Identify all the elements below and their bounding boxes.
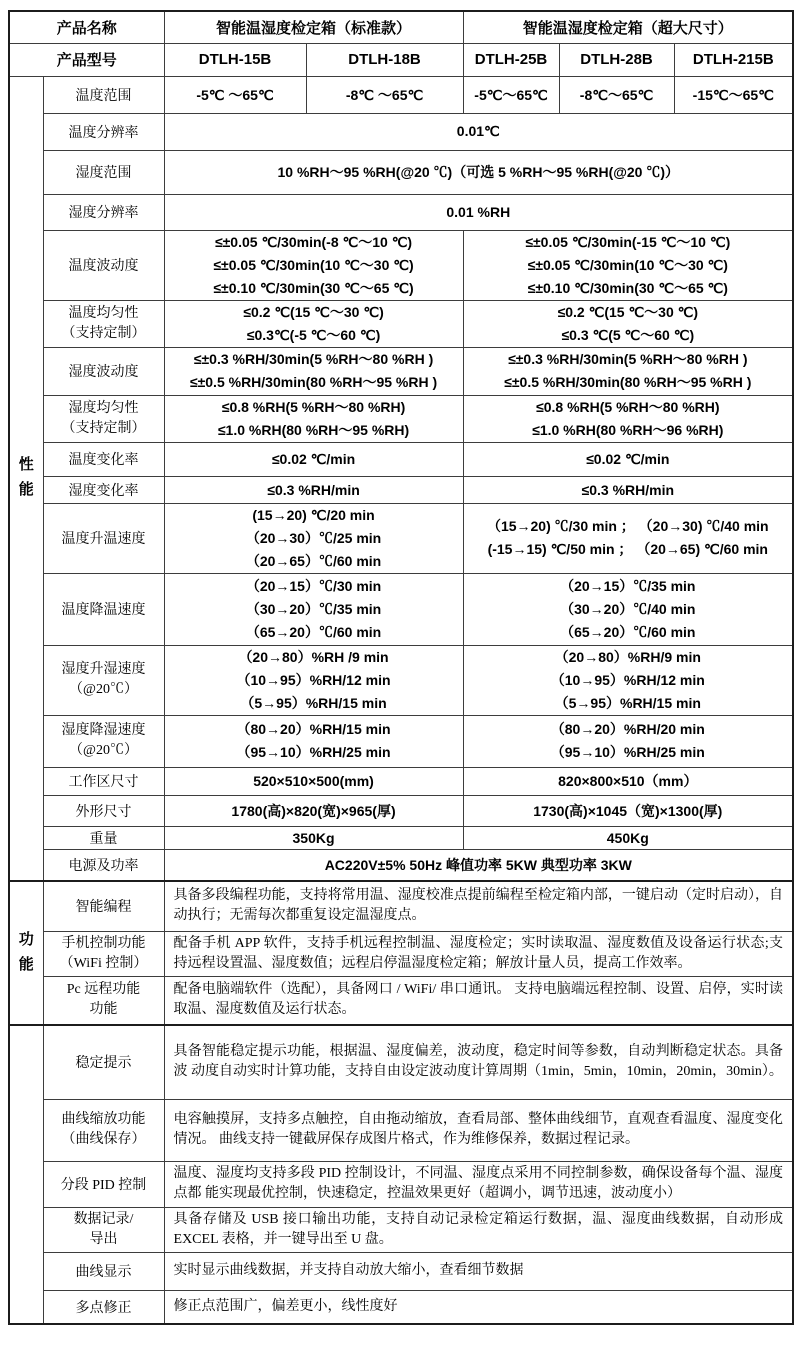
label-line: 手机控制功能 (61, 935, 146, 951)
row-heating-rate (9, 503, 793, 573)
temp-range-dtlh-215b: -15℃～65℃ (674, 76, 793, 113)
humidity-fluctuation-std (164, 347, 463, 395)
row-work-area-size (9, 767, 793, 795)
humidify-rate-std (164, 645, 463, 715)
outer-size-std: 1780(高)×820(宽)×965(厚) (164, 795, 463, 826)
curve-display-label: 曲线显示 (43, 1252, 164, 1290)
spec-line: ≤±0.5 %RH/30min(80 %RH～95 %RH ) (189, 374, 438, 390)
spec-line: （10→95）%RH/12 min (550, 671, 705, 688)
power-label: 电源及功率 (43, 849, 164, 881)
spec-line: （10→95）%RH/12 min (236, 671, 391, 688)
label-line: 湿度升湿速度 (61, 662, 146, 677)
spec-line: ≤±0.05 ℃/30min(10 ℃～30 ℃) (527, 256, 728, 273)
label-line: （曲线保存） (61, 1132, 146, 1147)
curve-zoom-label (43, 1099, 164, 1161)
phone-control-label (43, 931, 164, 976)
spec-line: ≤±0.3 %RH/30min(5 %RH～80 %RH ) (508, 351, 748, 367)
row-weight (9, 826, 793, 849)
row-temp-change-rate (9, 442, 793, 476)
row-temp-range (9, 76, 793, 113)
model-dtlh-18b: DTLH-18B (306, 43, 463, 76)
row-pc-remote (9, 976, 793, 1025)
work-area-size-label: 工作区尺寸 (43, 767, 164, 795)
spec-line: ≤0.3 ℃(5 ℃～60 ℃) (561, 326, 695, 343)
temp-uniformity-xl (463, 300, 793, 347)
phone-control-desc: 配备手机 APP 软件，支持手机远程控制温、湿度检定；实时读取温、湿度数值及设备运行状态;支持远程设置温、湿度数值；远程启停温湿度检定箱；解放计量人员，提高工作效率。 (164, 931, 793, 976)
product-name-label: 产品名称 (9, 11, 164, 43)
row-humidity-fluctuation (9, 347, 793, 395)
temp-range-dtlh-28b: -8℃～65℃ (559, 76, 674, 113)
humidity-resolution-label: 湿度分辨率 (43, 194, 164, 230)
row-humidity-change-rate (9, 476, 793, 503)
humidity-range-value: 10 %RH～95 %RH(@20 ℃)（可选 5 %RH～95 %RH(@20 ℃)） (164, 150, 793, 194)
label-line: （支持定制） (61, 420, 146, 436)
row-temp-uniformity (9, 300, 793, 347)
spec-line: ≤±0.3 %RH/30min(5 %RH～80 %RH ) (193, 351, 434, 367)
oversize-series-title: 智能温湿度检定箱（超大尺寸） (463, 11, 793, 43)
row-smart-programming (9, 881, 793, 931)
pid-control-desc: 温度、湿度均支持多段 PID 控制设计，不同温、湿度点采用不同控制参数，确保设备每个温、湿度点都 能实现最优控制，快速稳定，控温效果更好（超调小，调节迅速，波动度小） (164, 1161, 793, 1207)
temp-resolution-label: 温度分辨率 (43, 113, 164, 150)
spec-line: （15→20) ℃/30 min ； （20→30) ℃/40 min (486, 518, 769, 534)
temp-range-dtlh-25b: -5℃～65℃ (463, 76, 559, 113)
label-line: （WiFi 控制） (59, 955, 148, 971)
row-humidify-rate (9, 645, 793, 715)
dehumidify-rate-std (164, 715, 463, 767)
row-dehumidify-rate (9, 715, 793, 767)
label-line: 数据记录/ (73, 1211, 134, 1227)
standard-series-title: 智能温湿度检定箱（标准款） (164, 11, 463, 43)
model-dtlh-15b: DTLH-15B (164, 43, 306, 76)
row-temp-fluctuation (9, 230, 793, 300)
humidity-uniformity-std (164, 395, 463, 442)
row-pid-control (9, 1161, 793, 1207)
spec-line: （65→20）℃/60 min (245, 623, 382, 640)
spec-line: （95→10）%RH/25 min (236, 744, 391, 760)
smart-programming-desc: 具备多段编程功能，支持将常用温、湿度校准点提前编程至检定箱内部，一键启动（定时启动），自动执行；无需每次都重复设定温湿度点。 (164, 881, 793, 931)
spec-line: ≤0.3℃(-5 ℃～60 ℃) (246, 326, 381, 343)
work-area-size-std: 520×510×500(mm) (164, 767, 463, 795)
spec-line: （20→80）%RH /9 min (238, 648, 389, 665)
row-humidity-range (9, 150, 793, 194)
spec-line: ≤±0.05 ℃/30min(10 ℃～30 ℃) (213, 256, 414, 273)
row-curve-zoom (9, 1099, 793, 1161)
cooling-rate-std (164, 573, 463, 645)
temp-uniformity-label (43, 300, 164, 347)
cooling-rate-xl (463, 573, 793, 645)
heating-rate-xl (463, 503, 793, 573)
label-line: Pc 远程功能 (66, 982, 141, 998)
spec-line: （20→65）℃/60 min (245, 552, 382, 569)
group-performance (9, 76, 43, 881)
spec-line: ≤0.2 ℃(15 ℃～30 ℃) (557, 303, 699, 320)
temp-fluctuation-std (164, 230, 463, 300)
label-line: 曲线缩放功能 (61, 1112, 146, 1127)
temp-range-dtlh-15b: -5℃ ～65℃ (164, 76, 306, 113)
spec-line: ≤0.2 ℃(15 ℃～30 ℃) (243, 303, 384, 320)
spec-line: ≤±0.10 ℃/30min(30 ℃～65 ℃) (213, 279, 414, 296)
spec-line: ≤0.8 %RH(5 %RH～80 %RH) (221, 398, 406, 415)
label-line: （@20℃） (69, 743, 138, 758)
spec-line: (15→20) ℃/20 min (252, 506, 375, 523)
spec-line: （30→20）℃/35 min (245, 600, 382, 617)
stability-hint-label: 稳定提示 (43, 1025, 164, 1099)
label-line: （@20℃） (69, 682, 138, 697)
humidity-uniformity-label (43, 395, 164, 442)
row-product-model (9, 43, 793, 76)
row-temp-resolution (9, 113, 793, 150)
data-logging-desc: 具备存储及 USB 接口输出功能，支持自动记录检定箱运行数据，温、湿度曲线数据，自动形成 EXCEL 表格，并一键导出至 U 盘。 (164, 1207, 793, 1252)
spec-line: （20→15）℃/30 min (245, 577, 382, 594)
row-product-name (9, 11, 793, 43)
functions-group-label: 功能 (18, 931, 34, 973)
humidity-resolution-value: 0.01 %RH (164, 194, 793, 230)
temp-range-label: 温度范围 (43, 76, 164, 113)
multipoint-correction-label: 多点修正 (43, 1290, 164, 1324)
work-area-size-xl: 820×800×510（mm） (463, 767, 793, 795)
curve-display-desc: 实时显示曲线数据，并支持自动放大缩小，查看细节数据 (164, 1252, 793, 1290)
spec-line: ≤±0.10 ℃/30min(30 ℃～65 ℃) (527, 279, 728, 296)
spec-line: ≤0.8 %RH(5 %RH～80 %RH) (536, 398, 720, 415)
dehumidify-rate-xl (463, 715, 793, 767)
spec-line: ≤±0.05 ℃/30min(-8 ℃～10 ℃) (214, 233, 413, 250)
spec-line: （65→20）℃/60 min (560, 623, 696, 640)
temp-range-dtlh-18b: -8℃ ～65℃ (306, 76, 463, 113)
group-features-empty (9, 1025, 43, 1324)
label-line: 湿度均匀性 (68, 400, 139, 416)
curve-zoom-desc: 电容触摸屏，支持多点触控，自由拖动缩放，查看局部、整体曲线细节，直观查看温度、湿度变化情况。 曲线支持一键截屏保存成图片格式，作为维修保养，数据过程记录。 (164, 1099, 793, 1161)
heating-rate-std (164, 503, 463, 573)
spec-line: （80→20）%RH/15 min (236, 721, 391, 737)
label-line: 导出 (89, 1231, 118, 1247)
model-dtlh-25b: DTLH-25B (463, 43, 559, 76)
spec-line: ≤1.0 %RH(80 %RH～95 %RH) (217, 421, 410, 438)
spec-line: (-15→15) ℃/50 min ； （20→65) ℃/60 min (487, 541, 768, 557)
spec-line: （30→20）℃/40 min (560, 600, 696, 617)
row-cooling-rate (9, 573, 793, 645)
temp-fluctuation-xl (463, 230, 793, 300)
dehumidify-rate-label (43, 715, 164, 767)
pid-control-label: 分段 PID 控制 (43, 1161, 164, 1207)
temp-fluctuation-label: 温度波动度 (43, 230, 164, 300)
humidity-change-rate-xl: ≤0.3 %RH/min (463, 476, 793, 503)
humidity-change-rate-label: 湿度变化率 (43, 476, 164, 503)
model-dtlh-215b: DTLH-215B (674, 43, 793, 76)
row-data-logging (9, 1207, 793, 1252)
weight-std: 350Kg (164, 826, 463, 849)
spec-line: ≤±0.5 %RH/30min(80 %RH～95 %RH ) (504, 374, 752, 390)
row-curve-display (9, 1252, 793, 1290)
row-stability-hint (9, 1025, 793, 1099)
label-line: 温度均匀性 (68, 305, 139, 321)
label-line: 功能 (89, 1002, 118, 1018)
humidity-range-label: 湿度范围 (43, 150, 164, 194)
model-dtlh-28b: DTLH-28B (559, 43, 674, 76)
row-humidity-resolution (9, 194, 793, 230)
pc-remote-desc: 配备电脑端软件（选配），具备网口 / WiFi/ 串口通讯。 支持电脑端远程控制、设置、启停，实时读取温、湿度数值及运行状态。 (164, 976, 793, 1025)
outer-size-xl: 1730(高)×1045（宽)×1300(厚) (463, 795, 793, 826)
weight-label: 重量 (43, 826, 164, 849)
heating-rate-label: 温度升温速度 (43, 503, 164, 573)
label-line: 湿度降湿速度 (61, 723, 146, 738)
row-multipoint-correction (9, 1290, 793, 1324)
weight-xl: 450Kg (463, 826, 793, 849)
row-power (9, 849, 793, 881)
row-phone-control (9, 931, 793, 976)
temp-uniformity-std (164, 300, 463, 347)
power-value: AC220V±5% 50Hz 峰值功率 5KW 典型功率 3KW (164, 849, 793, 881)
spec-table (8, 10, 794, 1325)
outer-size-label: 外形尺寸 (43, 795, 164, 826)
row-outer-size (9, 795, 793, 826)
humidify-rate-xl (463, 645, 793, 715)
label-line: （支持定制） (61, 325, 146, 341)
product-model-label: 产品型号 (9, 43, 164, 76)
spec-line: （20→15）℃/35 min (560, 577, 696, 594)
humidity-uniformity-xl (463, 395, 793, 442)
humidify-rate-label (43, 645, 164, 715)
temp-resolution-value: 0.01℃ (164, 113, 793, 150)
humidity-fluctuation-xl (463, 347, 793, 395)
cooling-rate-label: 温度降温速度 (43, 573, 164, 645)
temp-change-rate-std: ≤0.02 ℃/min (164, 442, 463, 476)
spec-line: （20→80）%RH/9 min (554, 648, 701, 665)
spec-line: （80→20）%RH/20 min (550, 721, 705, 737)
multipoint-correction-desc: 修正点范围广，偏差更小，线性度好 (164, 1290, 793, 1324)
humidity-change-rate-std: ≤0.3 %RH/min (164, 476, 463, 503)
row-humidity-uniformity (9, 395, 793, 442)
temp-change-rate-xl: ≤0.02 ℃/min (463, 442, 793, 476)
spec-line: （95→10）%RH/25 min (550, 744, 705, 760)
temp-change-rate-label: 温度变化率 (43, 442, 164, 476)
spec-line: （20→30）℃/25 min (245, 529, 382, 546)
group-functions (9, 881, 43, 1025)
humidity-fluctuation-label: 湿度波动度 (43, 347, 164, 395)
spec-line: ≤±0.05 ℃/30min(-15 ℃～10 ℃) (525, 233, 731, 250)
performance-group-label: 性能 (18, 456, 34, 499)
spec-line: ≤1.0 %RH(80 %RH～96 %RH) (532, 421, 724, 438)
data-logging-label (43, 1207, 164, 1252)
pc-remote-label (43, 976, 164, 1025)
smart-programming-label: 智能编程 (43, 881, 164, 931)
spec-line: （5→95）%RH/15 min (554, 694, 701, 711)
spec-line: （5→95）%RH/15 min (240, 694, 387, 711)
stability-hint-desc: 具备智能稳定提示功能，根据温、湿度偏差，波动度，稳定时间等参数，自动判断稳定状态。具备波 动度自动实时计算功能，支持自由设定波动度计算周期（1min，5min，10min，20min，30min）。 (164, 1025, 793, 1099)
